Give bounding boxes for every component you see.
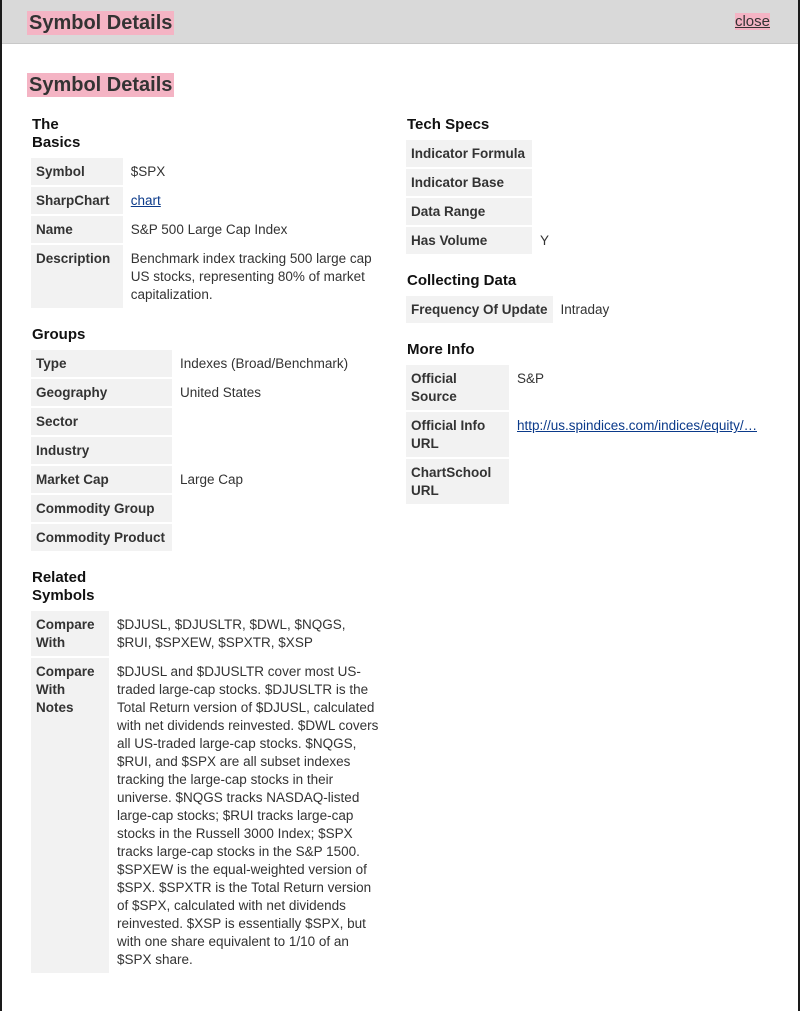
table-row [406, 296, 614, 323]
type-value: Indexes (Broad/Benchmark) [180, 356, 349, 371]
geography-label: Geography [31, 379, 172, 406]
table-row [31, 611, 386, 656]
frequency-value: Intraday [560, 302, 610, 317]
table-row [31, 245, 391, 308]
dialog-title: Symbol Details [29, 12, 173, 34]
sharpchart-link[interactable]: chart [130, 193, 161, 208]
table-row [31, 466, 353, 493]
table-row [406, 169, 554, 196]
geography-value: United States [180, 385, 262, 400]
description-value: Benchmark index tracking 500 large cap US stocks, representing 80% of market capitalization. [130, 251, 372, 302]
formula-label: Indicator Formula [406, 140, 532, 167]
table-row [406, 198, 554, 225]
formula-value [532, 140, 554, 167]
close-link[interactable]: close [734, 13, 770, 30]
basics-title-line2: Basics [32, 134, 81, 151]
table-row [31, 158, 391, 185]
type-label: Type [31, 350, 172, 377]
table-row [31, 216, 391, 243]
commodity-product-value [172, 524, 353, 551]
commodity-product-label: Commodity Product [31, 524, 172, 551]
base-label: Indicator Base [406, 169, 532, 196]
table-row [31, 187, 391, 214]
collecting-table [406, 294, 614, 325]
compare-with-value: $DJUSL, $DJUSLTR, $DWL, $NQGS, $RUI, $SPXEW, $SPXTR, $XSP [117, 617, 346, 650]
left-column [31, 116, 391, 991]
table-row [31, 495, 353, 522]
volume-value: Y [540, 233, 550, 248]
marketcap-label: Market Cap [31, 466, 172, 493]
groups-table [31, 348, 353, 553]
basics-title [32, 116, 391, 152]
collecting-title: Collecting Data [407, 272, 517, 289]
compare-with-label: Compare With [31, 611, 109, 656]
name-label: Name [31, 216, 123, 243]
compare-notes-label: Compare With Notes [31, 658, 109, 973]
commodity-group-label: Commodity Group [31, 495, 172, 522]
table-row [406, 459, 762, 504]
compare-notes-value: $DJUSL and $DJUSLTR cover most US-traded large-cap stocks. $DJUSLTR is the Total Return version of $DJUSL, calculated with net dividends reinvested. $DWL covers all US-traded large-cap stocks. $NQGS, $RUI, and $SPX are all subset indexes tracking the large-cap stocks in their universe. $NQGS tracks NASDAQ-listed large-cap stocks; $RUI tracks large-cap stocks in the Russell 3000 Index; $SPX tracks large-cap stocks in the S&P 1500. $SPXEW is the equal-weighted version of $SPX. $SPXTR is the Total Return version of $SPX, calculated with net dividends reinvested. $XSP is essentially $SPX, but with one share equivalent to 1/10 of an $SPX share. [117, 664, 379, 967]
table-row [406, 227, 554, 254]
right-column [406, 116, 776, 522]
groups-title: Groups [32, 326, 86, 343]
related-table [31, 609, 386, 975]
chartschool-label: ChartSchool URL [406, 459, 509, 504]
more-info-title: More Info [407, 341, 475, 358]
table-row [31, 437, 353, 464]
range-label: Data Range [406, 198, 532, 225]
frequency-label: Frequency Of Update [406, 296, 553, 323]
table-row [31, 658, 386, 973]
basics-table [31, 156, 391, 310]
symbol-value: $SPX [130, 164, 166, 179]
tech-specs-title: Tech Specs [407, 116, 490, 133]
sector-label: Sector [31, 408, 172, 435]
info-url-label: Official Info URL [406, 412, 509, 457]
table-row [31, 350, 353, 377]
commodity-group-value [172, 495, 353, 522]
symbol-label: Symbol [31, 158, 123, 185]
basics-title-line1: The [32, 116, 59, 133]
info-url-cell [509, 412, 762, 457]
table-row [31, 379, 353, 406]
table-row [31, 524, 353, 551]
marketcap-value: Large Cap [180, 472, 244, 487]
related-title-line2: Symbols [32, 587, 95, 604]
sharpchart-label: SharpChart [31, 187, 123, 214]
page-heading: Symbol Details [29, 74, 173, 96]
related-title [32, 569, 391, 605]
table-row [406, 365, 762, 410]
sharpchart-cell [123, 187, 391, 214]
volume-label: Has Volume [406, 227, 532, 254]
chartschool-value [509, 459, 762, 504]
source-value: S&P [517, 371, 545, 386]
description-label: Description [31, 245, 123, 308]
table-row [31, 408, 353, 435]
table-row [406, 140, 554, 167]
sector-value [172, 408, 353, 435]
dialog-titlebar [2, 0, 798, 44]
more-info-table [406, 363, 762, 506]
info-url-link[interactable]: http://us.spindices.com/indices/equity/… [517, 418, 758, 433]
related-title-line1: Related [32, 569, 87, 586]
tech-specs-table [406, 138, 554, 256]
range-value [532, 198, 554, 225]
industry-value [172, 437, 353, 464]
name-value: S&P 500 Large Cap Index [130, 222, 288, 237]
source-label: Official Source [406, 365, 509, 410]
table-row [406, 412, 762, 457]
base-value [532, 169, 554, 196]
industry-label: Industry [31, 437, 172, 464]
